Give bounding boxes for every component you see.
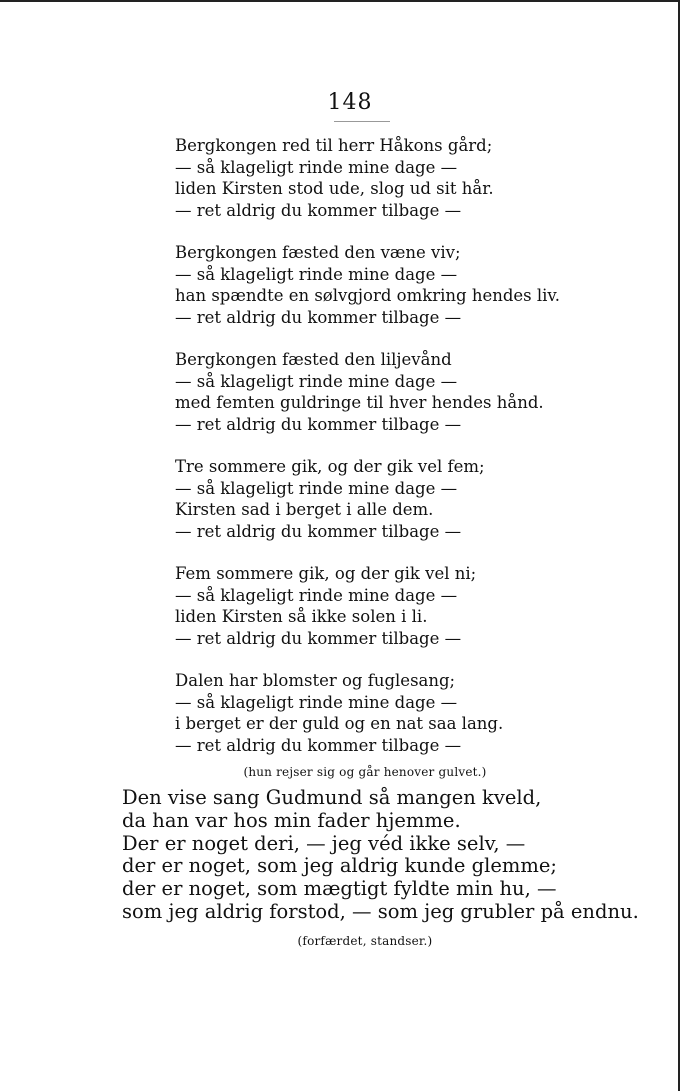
refrain-line: — så klageligt rinde mine dage —: [175, 371, 458, 391]
verse-line: Tre sommere gik, og der gik vel fem;: [175, 457, 485, 476]
refrain-line: — så klageligt rinde mine dage —: [175, 478, 458, 498]
verse-line: Dalen har blomster og fuglesang;: [175, 671, 456, 690]
verse-line: Kirsten sad i berget i alle dem.: [175, 500, 434, 519]
stanza: [175, 563, 655, 649]
page-number: 148: [327, 90, 373, 115]
speech-line: da han var hos min fader hjemme.: [122, 808, 461, 832]
refrain-line: — ret aldrig du kommer tilbage —: [175, 200, 462, 220]
refrain-line: — så klageligt rinde mine dage —: [175, 157, 458, 177]
stanza: [175, 349, 655, 435]
verse-line: Fem sommere gik, og der gik vel ni;: [175, 564, 477, 583]
refrain-line: — ret aldrig du kommer tilbage —: [175, 307, 462, 327]
refrain-line: — ret aldrig du kommer tilbage —: [175, 414, 462, 434]
speech-line: som jeg aldrig forstod, — som jeg grubler på endnu.: [122, 899, 639, 923]
speech-line: Den vise sang Gudmund så mangen kveld,: [122, 786, 542, 809]
refrain-line: — så klageligt rinde mine dage —: [175, 692, 458, 712]
verse-line: Bergkongen fæsted den væne viv;: [175, 243, 461, 262]
refrain-line: — ret aldrig du kommer tilbage —: [175, 628, 462, 648]
speech-line: der er noget, som jeg aldrig kunde glemme;: [122, 854, 557, 878]
verse-line: med femten guldringe til hver hendes hånd.: [175, 393, 544, 412]
refrain-line: — ret aldrig du kommer tilbage —: [175, 521, 462, 541]
spoken-passage: [122, 787, 662, 924]
verse-line: liden Kirsten så ikke solen i li.: [175, 607, 428, 626]
refrain-line: — ret aldrig du kommer tilbage —: [175, 735, 462, 755]
refrain-line: — så klageligt rinde mine dage —: [175, 264, 458, 284]
refrain-line: — så klageligt rinde mine dage —: [175, 585, 458, 605]
verse-line: liden Kirsten stod ude, slog ud sit hår.: [175, 179, 494, 198]
stanza: [175, 670, 655, 756]
verse-line: Bergkongen fæsted den liljevånd: [175, 350, 452, 369]
ballad-stanzas: [175, 135, 655, 777]
speech-line: der er noget, som mægtigt fyldte min hu, —: [122, 877, 557, 901]
stage-direction: (forfærdet, standser.): [297, 934, 433, 948]
speech-line: Der er noget deri, — jeg véd ikke selv, —: [122, 831, 526, 855]
verse-line: Bergkongen red til herr Håkons gård;: [175, 136, 493, 155]
verse-line: i berget er der guld og en nat saa lang.: [175, 714, 504, 733]
stage-direction: (hun rejser sig og går henover gulvet.): [243, 765, 487, 779]
stanza: [175, 135, 655, 221]
stanza: [175, 242, 655, 328]
page-number-rule: [334, 121, 390, 122]
stanza: [175, 456, 655, 542]
verse-line: han spændte en sølvgjord omkring hendes liv.: [175, 286, 561, 305]
